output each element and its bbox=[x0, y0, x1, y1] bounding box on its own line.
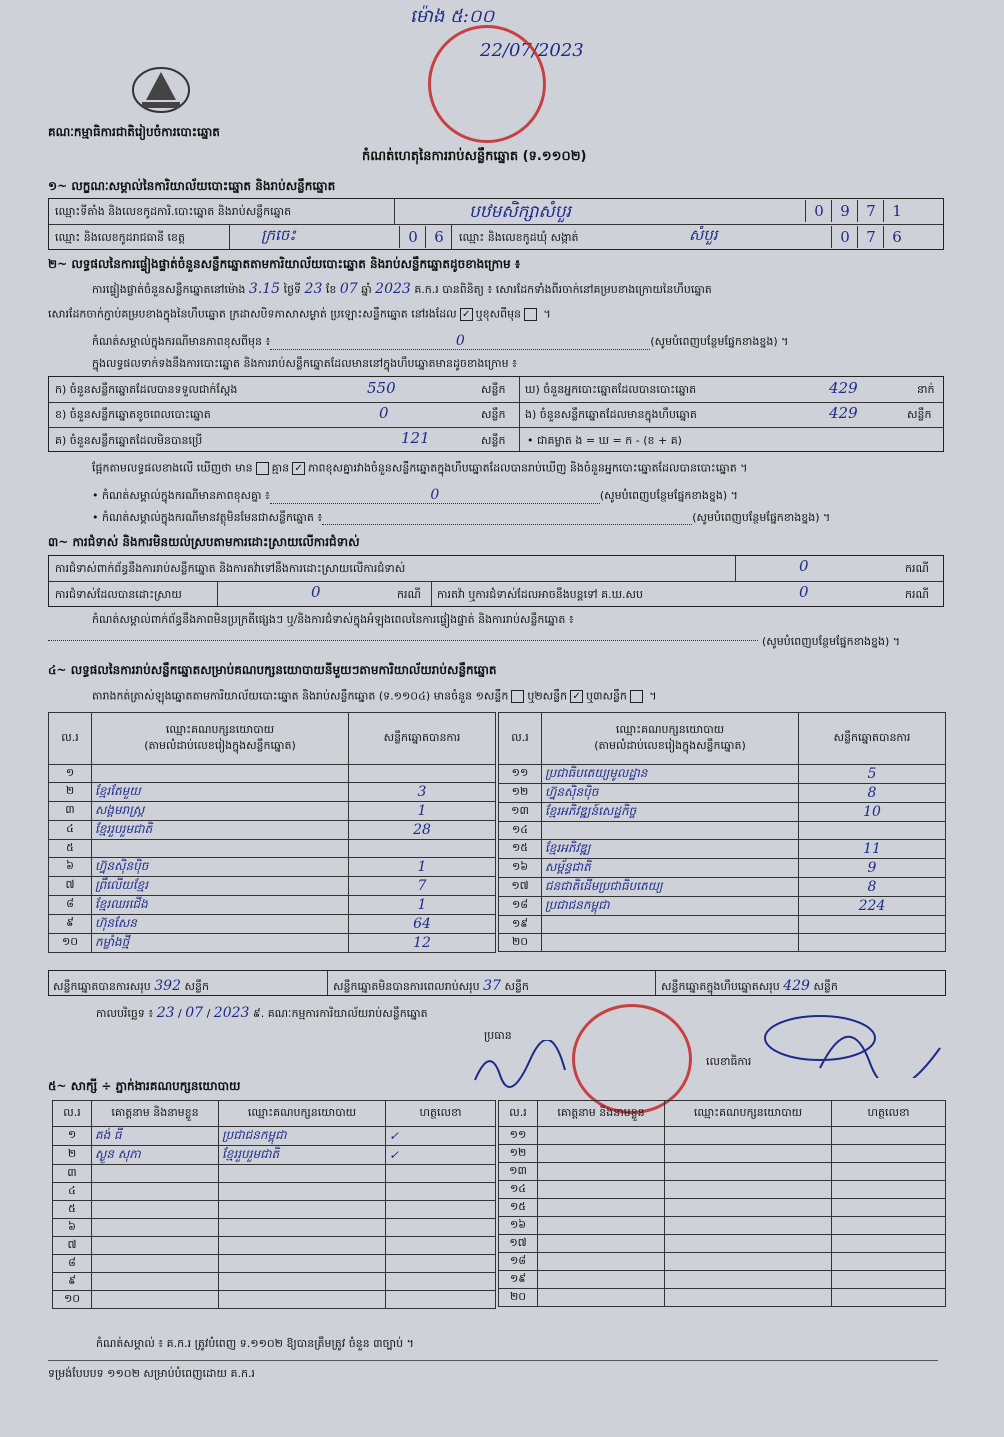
witness-row-empty-cell bbox=[665, 1253, 832, 1271]
result-row bbox=[49, 802, 496, 821]
witness-row-party: ប្រជាជនកម្ពុជា bbox=[219, 1127, 386, 1146]
result-row-no: ៧ bbox=[49, 877, 92, 896]
witness-row-empty-cell bbox=[538, 1163, 665, 1181]
kha-value: 0 bbox=[379, 404, 389, 422]
result-row-votes: 12 bbox=[349, 934, 496, 953]
count-month: 07 bbox=[339, 281, 358, 297]
total-box: សន្លឹកឆ្នោតក្នុងហឹបឆ្នោតសរុប 429 សន្លឹក bbox=[661, 978, 838, 994]
result-row-no: ១៩ bbox=[499, 916, 542, 934]
commune-digit-1: 0 bbox=[831, 226, 858, 248]
witness-row-no: ១៦ bbox=[499, 1217, 538, 1235]
witness-row bbox=[53, 1183, 496, 1201]
sec4-heading: ៤~ លទ្ធផលនៃការរាប់សន្លឹកឆ្នោតសម្រាប់គណបក្សនយោបាយនីមួយៗតាមការិយាល័យរាប់សន្លឹកឆ្នោត bbox=[48, 663, 497, 677]
sec3-note-line bbox=[48, 640, 758, 641]
result-row-party: ព្រឹលើយខ្មែរ bbox=[92, 877, 349, 896]
witness-row-no: ៦ bbox=[53, 1219, 92, 1237]
result-row-no: ១៥ bbox=[499, 840, 542, 859]
witness-col-no: ល.រ bbox=[53, 1101, 92, 1127]
witness-row-empty-cell bbox=[665, 1181, 832, 1199]
result-row bbox=[499, 916, 946, 934]
chair-label: ប្រធាន bbox=[484, 1029, 512, 1042]
province-digit-2: 6 bbox=[425, 226, 452, 248]
witness-col-no-right: ល.រ bbox=[499, 1101, 538, 1127]
result-row-no: ៦ bbox=[49, 858, 92, 877]
witness-row-no: ១០ bbox=[53, 1291, 92, 1309]
witness-row-party bbox=[219, 1291, 386, 1309]
witness-row-party bbox=[219, 1165, 386, 1183]
witness-row-sign bbox=[386, 1273, 496, 1291]
witness-row-right bbox=[499, 1163, 946, 1181]
result-row-party bbox=[542, 934, 799, 952]
witness-row-no: ២០ bbox=[499, 1289, 538, 1307]
witness-row-empty-cell bbox=[665, 1235, 832, 1253]
witness-row-no: ១ bbox=[53, 1127, 92, 1146]
results-table-left bbox=[48, 712, 496, 953]
check-1-sheet[interactable] bbox=[511, 690, 524, 703]
witness-row-no: ១៣ bbox=[499, 1163, 538, 1181]
result-row bbox=[499, 897, 946, 916]
result-row-party: ខ្មែរតែមួយ bbox=[92, 783, 349, 802]
witness-row bbox=[53, 1255, 496, 1273]
gha-label: ឃ) ចំនួនអ្នកបោះឆ្នោតដែលបានបោះឆ្នោត bbox=[525, 383, 697, 396]
kha-label: ខ) ចំនួនសន្លឹកឆ្នោតខូចពេលបោះឆ្នោត bbox=[55, 408, 211, 421]
province-value: ក្រចេះ bbox=[261, 226, 296, 244]
result-row-party: ខ្មែរអភិវឌ្ឍ bbox=[542, 840, 799, 859]
result-row-party bbox=[542, 822, 799, 840]
witness-row-empty-cell bbox=[538, 1181, 665, 1199]
result-row-votes: 8 bbox=[799, 784, 946, 803]
col-votes: សន្លឹកឆ្នោតបានការ bbox=[349, 713, 496, 765]
sec2-line5: ផ្អែកតាមលទ្ធផលខាងលើ ឃើញថា មាន គ្មាន ✓ ភាពខុសគ្នារវាងចំនួនសន្លឹកឆ្នោតក្នុងហឹបឆ្នោតដែលបានរាប់ឃើញ និងចំនួនអ្នកបោះឆ្នោតដែលបានបោះឆ្នោត ។ bbox=[92, 461, 748, 475]
office-digit-1: 0 bbox=[805, 200, 832, 222]
count-day: 23 bbox=[304, 281, 323, 297]
top-handwritten-date: 22/07/2023 bbox=[480, 40, 584, 61]
witness-row-empty-cell bbox=[665, 1271, 832, 1289]
result-row-no: ១០ bbox=[49, 934, 92, 953]
province-digit-1: 0 bbox=[399, 226, 426, 248]
sec2-line3: កំណត់សម្គាល់ក្នុងករណីមានភាពខុសពីមុន ៖ 0 (សូមបំពេញបន្ថែមផ្នែកខាងខ្នង) ។ bbox=[92, 333, 789, 349]
office-digit-4: 1 bbox=[883, 200, 910, 222]
result-row-no: ៣ bbox=[49, 802, 92, 821]
result-row-no: ១៦ bbox=[499, 859, 542, 878]
check-unchanged[interactable]: ✓ bbox=[460, 308, 473, 321]
objection-unit: ករណី bbox=[905, 562, 929, 575]
result-row-party: ប្រជាធិបតេយ្យមូលដ្ឋាន bbox=[542, 765, 799, 784]
sec3-heading: ៣~ ការជំទាស់ និងការមិនយល់ស្របតាមការដោះស្រាយលើការជំទាស់ bbox=[48, 535, 360, 549]
witness-row-empty-cell bbox=[665, 1289, 832, 1307]
check-2-sheets[interactable]: ✓ bbox=[570, 690, 583, 703]
col-votes-right: សន្លឹកឆ្នោតបានការ bbox=[799, 713, 946, 765]
count-year: 2023 bbox=[375, 281, 411, 297]
witness-table-left bbox=[52, 1100, 496, 1309]
bottom-divider bbox=[48, 1360, 938, 1361]
col-no: ល.រ bbox=[49, 713, 92, 765]
witness-row-empty-cell bbox=[665, 1199, 832, 1217]
result-row bbox=[49, 877, 496, 896]
result-row-votes: 1 bbox=[349, 896, 496, 915]
witness-row-no: ៨ bbox=[53, 1255, 92, 1273]
result-row-votes: 7 bbox=[349, 877, 496, 896]
sec2-bullet2: • កំណត់សម្គាល់ក្នុងករណីមានវត្ថុមិនមែនជាសន្លឹកឆ្នោត ៖ (សូមបំពេញបន្ថែមផ្នែកខាងខ្នង) ។ bbox=[92, 511, 831, 524]
witness-row-empty-cell bbox=[832, 1145, 946, 1163]
witness-col-name: គោត្តនាម និងនាមខ្លួន bbox=[92, 1101, 219, 1127]
province-label: ឈ្មោះ និងលេខកូដរាជធានី ខេត្ត bbox=[55, 231, 185, 244]
result-row bbox=[49, 934, 496, 953]
witness-row-party bbox=[219, 1255, 386, 1273]
result-row-party: ប្រជាជនកម្ពុជា bbox=[542, 897, 799, 916]
result-row-no: ៩ bbox=[49, 915, 92, 934]
sign-date: កាលបរិច្ឆេទ ៖ 23 / 07 / 2023 ៩. គណៈកម្មការការិយាល័យរាប់សន្លឹកឆ្នោត bbox=[96, 1005, 428, 1021]
sec3-table bbox=[48, 555, 944, 607]
witness-row-sign bbox=[386, 1183, 496, 1201]
witness-row-empty-cell bbox=[832, 1217, 946, 1235]
witness-row-no: ១៧ bbox=[499, 1235, 538, 1253]
office-label: ឈ្មោះទីតាំង និងលេខកូដការិ.បោះឆ្នោត និងរាប់សន្លឹកឆ្នោត bbox=[55, 205, 292, 218]
org-name: គណៈកម្មាធិការជាតិរៀបចំការបោះឆ្នោត bbox=[48, 125, 220, 139]
office-digit-3: 7 bbox=[857, 200, 884, 222]
result-row bbox=[49, 896, 496, 915]
witness-row-right bbox=[499, 1145, 946, 1163]
sec3-note: កំណត់សម្គាល់ពាក់ព័ន្ធនឹងភាពមិនប្រក្រតីផ្សេងៗ ឬ/និងការជំទាស់ក្នុងអំឡុងពេលនៃការផ្ទៀងផ្ទាត់ និងការរាប់សន្លឹកឆ្នោត ៖ bbox=[92, 613, 574, 626]
witness-row-sign: ✓ bbox=[386, 1127, 496, 1146]
result-row-party: ខ្មែររួបរួមជាតិ bbox=[92, 821, 349, 840]
kha-unit: សន្លឹក bbox=[481, 408, 506, 421]
result-row-party: ជនជាតិដើមប្រជាធិបតេយ្យ bbox=[542, 878, 799, 897]
witness-row bbox=[53, 1273, 496, 1291]
bottom-note: ទម្រង់បែបបទ ១១០២ សម្រាប់បំពេញដោយ គ.ក.រ bbox=[48, 1367, 255, 1380]
witness-row-sign bbox=[386, 1255, 496, 1273]
sec2-line2: សោរដែកចាក់ភ្ជាប់គម្របខាងក្នុងនៃហឹបឆ្នោត ក្រដាសបិទភាសាសម្ងាត់ ប្រឡោះសន្លឹកឆ្នោត នៅរងដែល ✓ ឬខុសពីមុន ។ bbox=[48, 307, 551, 321]
result-row-votes: 1 bbox=[349, 802, 496, 821]
result-row bbox=[49, 821, 496, 840]
top-handwritten-note: ម៉ោង ៥:០០ bbox=[410, 6, 495, 27]
result-row bbox=[49, 840, 496, 858]
emblem-logo bbox=[128, 60, 194, 118]
objection-label: ការជំទាស់ពាក់ព័ន្ធនឹងការរាប់សន្លឹកឆ្នោត និងការតវ៉ាទៅនឹងការដោះស្រាយលើការជំទាស់ bbox=[55, 562, 406, 575]
witness-col-name-right: គោត្តនាម និងនាមខ្លួន bbox=[538, 1101, 665, 1127]
total-valid: សន្លឹកឆ្នោតបានការសរុប 392 សន្លឹក bbox=[53, 978, 209, 994]
witness-row-right bbox=[499, 1289, 946, 1307]
result-row-votes bbox=[349, 765, 496, 783]
witness-row bbox=[53, 1237, 496, 1255]
commune-digit-2: 7 bbox=[857, 226, 884, 248]
sec2-line1: ការផ្ទៀងផ្ទាត់ចំនួនសន្លឹកឆ្នោតនៅម៉ោង 3.15 ថ្ងៃទី 23 ខែ 07 ឆ្នាំ 2023 គ.ក.រ បានពិនិត្យ ៖ សោរដែកទាំងពីរចាក់នៅគម្របខាងក្រោយនៃហឹបឆ្នោត bbox=[92, 281, 712, 297]
witness-row-right bbox=[499, 1253, 946, 1271]
witness-row-empty-cell bbox=[832, 1289, 946, 1307]
result-row-votes bbox=[349, 840, 496, 858]
result-row bbox=[49, 783, 496, 802]
result-row-no: ៤ bbox=[49, 821, 92, 840]
sec5-heading: ៥~ សាក្សី ÷ ភ្នាក់ងារគណបក្សនយោបាយ bbox=[48, 1079, 241, 1093]
appeal-label: ការតវ៉ា ឬការជំទាស់ដែលអាចនឹងបន្តទៅ គ.ឃ.សប bbox=[437, 588, 644, 601]
chair-signature bbox=[470, 1040, 570, 1099]
result-row-no: ៥ bbox=[49, 840, 92, 858]
result-row-no: ១៣ bbox=[499, 803, 542, 822]
resolved-unit: ករណី bbox=[397, 588, 421, 601]
result-row-party: សង្គមរាស្ត្រ bbox=[92, 802, 349, 821]
sec1-heading: ១~ លក្ខណៈសម្គាល់នៃការិយាល័យបោះឆ្នោត និងរាប់សន្លឹកឆ្នោត bbox=[48, 179, 336, 193]
sec2-counts-table bbox=[48, 376, 944, 452]
nga-value: 429 bbox=[829, 404, 858, 422]
witness-row-empty-cell bbox=[832, 1253, 946, 1271]
result-row-party bbox=[92, 765, 349, 783]
official-stamp-bottom bbox=[572, 1004, 692, 1114]
resolved-value: 0 bbox=[311, 583, 321, 601]
witness-row-party bbox=[219, 1219, 386, 1237]
sec2-line4: ក្នុងលទ្ធផលទាក់ទងនឹងការបោះឆ្នោត និងការរាប់សន្លឹកឆ្នោតដែលមាននៅក្នុងហឹបឆ្នោតមានដូចខាងក្រោម ៖ bbox=[92, 357, 517, 370]
appeal-unit: ករណី bbox=[905, 588, 929, 601]
witness-row-name: គង់ ធី bbox=[92, 1127, 219, 1146]
check-changed[interactable] bbox=[524, 308, 537, 321]
totals-row bbox=[48, 970, 946, 996]
witness-row-no: ៣ bbox=[53, 1165, 92, 1183]
page-title: កំណត់ហេតុនៃការរាប់សន្លឹកឆ្នោត (ទ.១១០២) bbox=[362, 149, 587, 164]
commune-value: សំបួរ bbox=[689, 226, 718, 244]
witness-row-party bbox=[219, 1183, 386, 1201]
footnote: កំណត់សម្គាល់ ៖ គ.ក.រ ត្រូវបំពេញ ទ.១១០២ ឱ្យបានត្រឹមត្រូវ ចំនួន ៣ច្បាប់ ។ bbox=[96, 1337, 414, 1350]
result-row-no: ១១ bbox=[499, 765, 542, 784]
witness-row-empty-cell bbox=[665, 1163, 832, 1181]
results-table-right bbox=[498, 712, 946, 952]
ko-unit: សន្លឹក bbox=[481, 434, 506, 447]
witness-row-no: ៤ bbox=[53, 1183, 92, 1201]
result-row-no: ២០ bbox=[499, 934, 542, 952]
result-row-votes bbox=[799, 916, 946, 934]
witness-row-right bbox=[499, 1271, 946, 1289]
ka-label: ក) ចំនួនសន្លឹកឆ្នោតដែលបានទទួលជាក់ស្តែង bbox=[55, 383, 238, 396]
result-row bbox=[499, 840, 946, 859]
witness-row-no: ៥ bbox=[53, 1201, 92, 1219]
sec2-heading: ២~ លទ្ធផលនៃការផ្ទៀងផ្ទាត់ចំនួនសន្លឹកឆ្នោតតាមការិយាល័យបោះឆ្នោត និងរាប់សន្លឹកឆ្នោតដូចខាងក្រោម ៖ bbox=[48, 257, 521, 271]
result-row-votes: 224 bbox=[799, 897, 946, 916]
witness-row-sign bbox=[386, 1219, 496, 1237]
witness-row-empty-cell bbox=[832, 1271, 946, 1289]
result-row-votes: 3 bbox=[349, 783, 496, 802]
witness-row bbox=[53, 1219, 496, 1237]
witness-row bbox=[53, 1165, 496, 1183]
result-row-party bbox=[92, 840, 349, 858]
ka-value: 550 bbox=[367, 379, 396, 397]
witness-row bbox=[53, 1127, 496, 1146]
witness-row-right bbox=[499, 1217, 946, 1235]
witness-row-no: ១៤ bbox=[499, 1181, 538, 1199]
count-time: 3.15 bbox=[248, 281, 281, 297]
witness-row-empty-cell bbox=[538, 1145, 665, 1163]
result-row-party: សម្ព័ន្ធជាតិ bbox=[542, 859, 799, 878]
commune-label: ឈ្មោះ និងលេខកូដឃុំ សង្កាត់ bbox=[459, 231, 579, 244]
result-row-votes: 1 bbox=[349, 858, 496, 877]
witness-row-empty-cell bbox=[538, 1271, 665, 1289]
witness-row-empty-cell bbox=[665, 1145, 832, 1163]
col-party-right: ឈ្មោះគណបក្សនយោបាយ (តាមលំដាប់លេខរៀងក្នុងសន្លឹកឆ្នោត) bbox=[542, 713, 799, 765]
check-has-diff[interactable] bbox=[256, 462, 269, 475]
result-row-party: ហ្វ៊ុនស៊ិនប៉ិច bbox=[92, 858, 349, 877]
result-row-votes: 5 bbox=[799, 765, 946, 784]
result-row-votes: 28 bbox=[349, 821, 496, 840]
total-invalid: សន្លឹកឆ្នោតមិនបានការពេលរាប់សរុប 37 សន្លឹក bbox=[333, 978, 529, 994]
witness-row-name bbox=[92, 1219, 219, 1237]
witness-row-empty-cell bbox=[538, 1289, 665, 1307]
appeal-value: 0 bbox=[799, 583, 809, 601]
official-stamp-top bbox=[428, 25, 546, 143]
result-row-votes: 10 bbox=[799, 803, 946, 822]
change-note-value: 0 bbox=[455, 333, 465, 349]
result-row bbox=[49, 858, 496, 877]
witness-row-right bbox=[499, 1199, 946, 1217]
witness-row-sign: ✓ bbox=[386, 1146, 496, 1165]
sec2-bullet1: • កំណត់សម្គាល់ក្នុងករណីមានភាពខុសគ្នា ៖ 0 (សូមបំពេញបន្ថែមផ្នែកខាងខ្នង) ។ bbox=[92, 487, 738, 503]
witness-row-no: ១៩ bbox=[499, 1271, 538, 1289]
witness-row-name bbox=[92, 1291, 219, 1309]
result-row-votes bbox=[799, 934, 946, 952]
witness-row-name bbox=[92, 1165, 219, 1183]
witness-col-party: ឈ្មោះគណបក្សនយោបាយ bbox=[219, 1101, 386, 1127]
resolved-label: ការជំទាស់ដែលបានដោះស្រាយ bbox=[55, 588, 182, 601]
gha-unit: នាក់ bbox=[917, 383, 935, 396]
result-row-votes bbox=[799, 822, 946, 840]
result-row bbox=[499, 859, 946, 878]
witness-row-party bbox=[219, 1273, 386, 1291]
result-row bbox=[499, 803, 946, 822]
col-no-right: ល.រ bbox=[499, 713, 542, 765]
witness-row-no: ១៨ bbox=[499, 1253, 538, 1271]
result-row bbox=[499, 822, 946, 840]
witness-row-sign bbox=[386, 1201, 496, 1219]
witness-row-name bbox=[92, 1183, 219, 1201]
ko-value: 121 bbox=[401, 429, 430, 447]
result-row-no: ៨ bbox=[49, 896, 92, 915]
witness-row-sign bbox=[386, 1237, 496, 1255]
col-party: ឈ្មោះគណបក្សនយោបាយ (តាមលំដាប់លេខរៀងក្នុងសន្លឹកឆ្នោត) bbox=[92, 713, 349, 765]
result-row-no: ២ bbox=[49, 783, 92, 802]
witness-row-empty-cell bbox=[665, 1127, 832, 1145]
result-row-party: ហ្វ៊ុនស៊ិនប៉ិច bbox=[542, 784, 799, 803]
result-row bbox=[499, 878, 946, 897]
result-row bbox=[49, 915, 496, 934]
witness-row-name: ស្ងួន សុភា bbox=[92, 1146, 219, 1165]
witness-row-sign bbox=[386, 1291, 496, 1309]
witness-row-empty-cell bbox=[538, 1253, 665, 1271]
ka-unit: សន្លឹក bbox=[481, 383, 506, 396]
result-row-party bbox=[542, 916, 799, 934]
result-row-votes: 11 bbox=[799, 840, 946, 859]
witness-col-party-right: ឈ្មោះគណបក្សនយោបាយ bbox=[665, 1101, 832, 1127]
witness-row-name bbox=[92, 1201, 219, 1219]
commune-digit-3: 6 bbox=[883, 226, 910, 248]
witness-row-empty-cell bbox=[832, 1163, 946, 1181]
witness-row-no: ១២ bbox=[499, 1145, 538, 1163]
result-row-party: ខ្មែរអភិវឌ្ឍន៍សេដ្ឋកិច្ច bbox=[542, 803, 799, 822]
formula: • ជាគម្លាត ង = ឃ = ក - (ខ + គ) bbox=[527, 434, 682, 447]
witness-row-name bbox=[92, 1237, 219, 1255]
witness-row-no: ១៥ bbox=[499, 1199, 538, 1217]
result-row-party: ខ្មែរឈរជើង bbox=[92, 896, 349, 915]
witness-col-sign: ហត្ថលេខា bbox=[386, 1101, 496, 1127]
witness-row-empty-cell bbox=[832, 1181, 946, 1199]
office-value: បឋមសិក្សាសំបួរ bbox=[469, 202, 571, 222]
result-row bbox=[499, 765, 946, 784]
result-row-no: ១៤ bbox=[499, 822, 542, 840]
witness-row-empty-cell bbox=[538, 1199, 665, 1217]
witness-col-sign-right: ហត្ថលេខា bbox=[832, 1101, 946, 1127]
result-row-no: ១២ bbox=[499, 784, 542, 803]
result-row-no: ១៧ bbox=[499, 878, 542, 897]
check-no-diff[interactable]: ✓ bbox=[292, 462, 305, 475]
witness-row-empty-cell bbox=[832, 1127, 946, 1145]
diff-note-value: 0 bbox=[430, 487, 440, 503]
check-3-sheets[interactable] bbox=[630, 690, 643, 703]
gha-value: 429 bbox=[829, 379, 858, 397]
ko-label: គ) ចំនួនសន្លឹកឆ្នោតដែលមិនបានប្រើ bbox=[55, 434, 203, 447]
witness-row-empty-cell bbox=[832, 1235, 946, 1253]
witness-table-right bbox=[498, 1100, 946, 1307]
witness-row-party bbox=[219, 1201, 386, 1219]
witness-row-name bbox=[92, 1273, 219, 1291]
witness-row-name bbox=[92, 1255, 219, 1273]
result-row bbox=[499, 784, 946, 803]
result-row-no: ១៨ bbox=[499, 897, 542, 916]
secretary-label: លេខាធិការ bbox=[706, 1055, 752, 1068]
result-row-votes: 9 bbox=[799, 859, 946, 878]
witness-row-no: ៩ bbox=[53, 1273, 92, 1291]
witness-row bbox=[53, 1201, 496, 1219]
witness-row-empty-cell bbox=[538, 1235, 665, 1253]
result-row-votes: 64 bbox=[349, 915, 496, 934]
witness-row-no: ៧ bbox=[53, 1237, 92, 1255]
witness-row-sign bbox=[386, 1165, 496, 1183]
result-row bbox=[49, 765, 496, 783]
witness-row bbox=[53, 1291, 496, 1309]
nga-unit: សន្លឹក bbox=[907, 408, 932, 421]
witness-row-right bbox=[499, 1181, 946, 1199]
sec3-fill-note: (សូមបំពេញបន្ថែមផ្នែកខាងខ្នង) ។ bbox=[762, 635, 901, 648]
witness-row-party: ខ្មែររួបរួមជាតិ bbox=[219, 1146, 386, 1165]
witness-row-party bbox=[219, 1237, 386, 1255]
witness-row-right bbox=[499, 1127, 946, 1145]
sec1-table bbox=[48, 198, 944, 250]
witness-row-no: ២ bbox=[53, 1146, 92, 1165]
sec4-intro: តារាងកត់ត្រាស់ឡុងឆ្នោតតាមការិយាល័យបោះឆ្នោត និងរាប់សន្លឹកឆ្នោត (ទ.១១០៤) មានចំនួន ១សន្លឹក ឬ២សន្លឹក ✓ ឬ៣សន្លឹក ។ bbox=[92, 689, 657, 703]
result-row bbox=[499, 934, 946, 952]
witness-row-empty-cell bbox=[538, 1217, 665, 1235]
office-digit-2: 9 bbox=[831, 200, 858, 222]
nga-label: ង) ចំនួនសន្លឹកឆ្នោតដែលមានក្នុងហឹបឆ្នោត bbox=[525, 408, 697, 421]
witness-row bbox=[53, 1146, 496, 1165]
result-row-party: ហ៊ុនសែន bbox=[92, 915, 349, 934]
result-row-no: ១ bbox=[49, 765, 92, 783]
witness-row-no: ១១ bbox=[499, 1127, 538, 1145]
result-row-votes: 8 bbox=[799, 878, 946, 897]
result-row-party: កម្លាំងថ្មី bbox=[92, 934, 349, 953]
witness-row-empty-cell bbox=[665, 1217, 832, 1235]
objection-value: 0 bbox=[799, 557, 809, 575]
witness-row-empty-cell bbox=[538, 1127, 665, 1145]
witness-row-empty-cell bbox=[832, 1199, 946, 1217]
secretary-signature bbox=[760, 1008, 950, 1082]
witness-row-right bbox=[499, 1235, 946, 1253]
